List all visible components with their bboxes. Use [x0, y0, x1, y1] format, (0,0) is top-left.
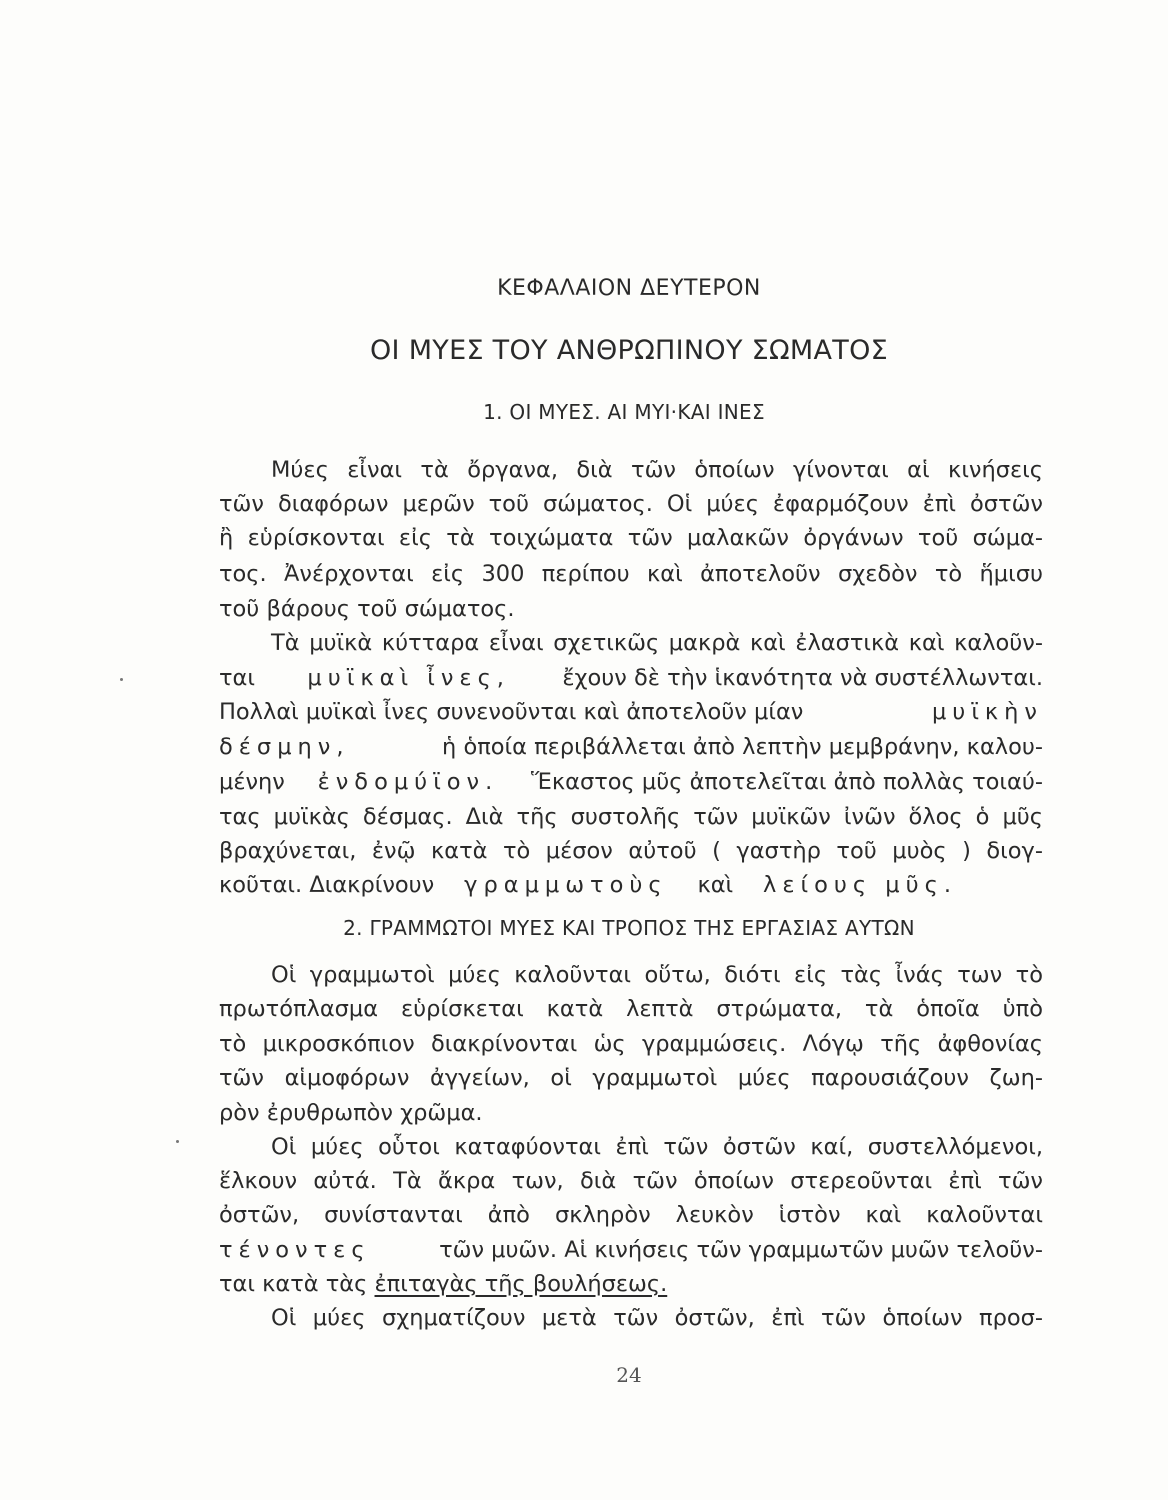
paragraph-line: ἕλκουν αὐτά. Τὰ ἄκρα των, διὰ τῶν ὁποίων στερεοῦνται ἐπὶ τῶν	[219, 1168, 1043, 1194]
paragraph-line	[219, 1235, 1043, 1265]
text-run: κοῦται. Διακρίνουν	[219, 872, 435, 898]
chapter-title: ΟΙ ΜΥΕΣ ΤΟΥ ΑΝΘΡΩΠΙΝΟΥ ΣΩΜΑΤΟΣ	[370, 335, 888, 366]
paragraph-line: ρὸν ἐρυθρωπὸν χρῶμα.	[219, 1100, 483, 1126]
emphasized-term: γραμμωτοὺς	[464, 872, 668, 898]
emphasized-term: ἐνδομύϊον.	[317, 769, 499, 795]
paragraph-line	[219, 870, 957, 900]
chapter-label: ΚΕΦΑΛΑΙΟΝ ΔΕΥΤΕΡΟΝ	[497, 276, 761, 301]
text-run: μένην	[219, 769, 285, 795]
paragraph-line	[219, 1269, 1043, 1299]
section-2-heading: 2. ΓΡΑΜΜΩΤΟΙ ΜΥΕΣ ΚΑΙ ΤΡΟΠΟΣ ΤΗΣ ΕΡΓΑΣΙΑΣ ΑΥΤΩΝ	[343, 916, 915, 940]
text-run: ἔχουν δὲ τὴν ἱκανότητα νὰ συστέλλωνται.	[562, 665, 1043, 691]
text-run: ἡ ὁποία περιβάλλεται ἀπὸ λεπτὴν μεμβράνην, καλου-	[442, 734, 1043, 760]
paragraph-line: τοῦ βάρους τοῦ σώματος.	[219, 596, 515, 622]
text-run: τῶν μυῶν. Αἱ κινήσεις τῶν γραμμωτῶν μυῶν τελοῦν-	[439, 1237, 1043, 1263]
paragraph-line	[219, 732, 1043, 762]
paragraph-line	[219, 663, 1043, 693]
text-run: ται	[219, 665, 255, 691]
emphasized-term: λείους μῦς.	[763, 872, 957, 898]
paragraph-line: Οἱ μύες σχηματίζουν μετὰ τῶν ὀστῶν, ἐπὶ τῶν ὁποίων προσ-	[271, 1305, 1043, 1331]
paragraph-line: τας μυϊκὰς δέσμας. Διὰ τῆς συστολῆς τῶν μυϊκῶν ἰνῶν ὅλος ὁ μῦς	[219, 804, 1043, 830]
margin-speck	[120, 678, 123, 681]
text-run: Ἕκαστος μῦς ἀποτελεῖται ἀπὸ πολλὰς τοιαύ-	[530, 769, 1043, 795]
paragraph-line: Οἱ μύες οὗτοι καταφύονται ἐπὶ τῶν ὀστῶν καί, συστελλόμενοι,	[271, 1134, 1043, 1160]
paragraph-line: τῶν αἱμοφόρων ἀγγείων, οἱ γραμμωτοὶ μύες παρουσιάζουν ζωη-	[219, 1065, 1043, 1091]
paragraph-line: τῶν διαφόρων μερῶν τοῦ σώματος. Οἱ μύες ἐφαρμόζουν ἐπὶ ὀστῶν	[219, 491, 1043, 517]
section-1-heading: 1. ΟΙ ΜΥΕΣ. ΑΙ ΜΥΙ·ΚΑΙ ΙΝΕΣ	[483, 400, 765, 424]
paragraph-line: ἢ εὑρίσκονται εἰς τὰ τοιχώματα τῶν μαλακῶν ὀργάνων τοῦ σώμα-	[219, 525, 1043, 551]
paragraph-line: ὀστῶν, συνίστανται ἀπὸ σκληρὸν λευκὸν ἱστὸν καὶ καλοῦνται	[219, 1202, 1043, 1228]
paragraph-line: Οἱ γραμμωτοὶ μύες καλοῦνται οὕτω, διότι εἰς τὰς ἶνάς των τὸ	[271, 962, 1043, 988]
paragraph-line: Τὰ μυϊκὰ κύτταρα εἶναι σχετικῶς μακρὰ καὶ ἐλαστικὰ καὶ καλοῦν-	[271, 630, 1043, 656]
paragraph-line: τὸ μικροσκόπιον διακρίνονται ὡς γραμμώσεις. Λόγῳ τῆς ἀφθονίας	[219, 1031, 1043, 1057]
emphasized-term: δέσμην,	[219, 734, 350, 760]
margin-speck	[176, 1140, 179, 1143]
paragraph-line: τος. Ἀνέρχονται εἰς 300 περίπου καὶ ἀποτελοῦν σχεδὸν τὸ ἥμισυ	[219, 561, 1043, 587]
emphasized-term: μυϊκὴν	[931, 699, 1043, 725]
underlined-phrase: ἐπιταγὰς τῆς βουλήσεως.	[374, 1271, 668, 1297]
text-run: ται κατὰ τὰς	[219, 1271, 368, 1297]
paragraph-line	[219, 767, 1043, 797]
page-number: 24	[616, 1363, 642, 1387]
paragraph-line: βραχύνεται, ἐνῷ κατὰ τὸ μέσον αὐτοῦ ( γαστὴρ τοῦ μυὸς ) διογ-	[219, 838, 1043, 864]
paragraph-line: Μύες εἶναι τὰ ὄργανα, διὰ τῶν ὁποίων γίνονται αἱ κινήσεις	[271, 457, 1043, 483]
text-run: Πολλαὶ μυϊκαὶ ἶνες συνενοῦνται καὶ ἀποτελοῦν μίαν	[219, 699, 804, 725]
emphasized-term: μυϊκαὶ ἶνες,	[307, 665, 510, 691]
text-run: καὶ	[697, 872, 734, 898]
paragraph-line: πρωτόπλασμα εὑρίσκεται κατὰ λεπτὰ στρώματα, τὰ ὁποῖα ὑπὸ	[219, 996, 1043, 1022]
emphasized-term: τένοντες	[219, 1237, 371, 1263]
paragraph-line	[219, 697, 1043, 727]
